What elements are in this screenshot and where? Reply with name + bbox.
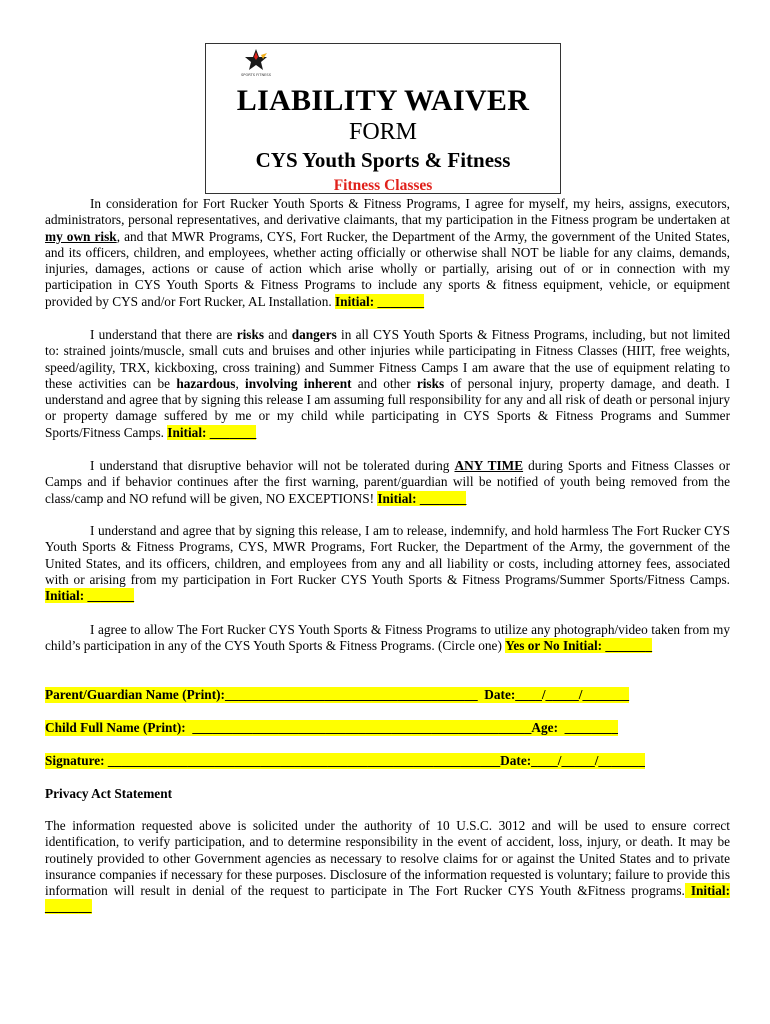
own-risk-emphasis: my own risk: [45, 228, 117, 244]
photo-consent-paragraph: [45, 622, 730, 655]
para1-text-a: In consideration for Fort Rucker Youth Sports & Fitness Programs, I agree for myself, my heirs, assigns, executors, administrators, personal representatives, and derivative claimants, that my participation in the Fitness program be undertaken at: [45, 196, 730, 228]
para2-text-b: in all CYS Youth Sports & Fitness Programs, including, but not limited to: strained joints/muscle, small cuts and bruises and other injuries while participating in Fitness Classes (HIIT, free weights, speed/agility, TRX, kickboxing, cross training) and Summer Fitness Camps I am aware that the use of equipment relating to these activities can be: [45, 327, 730, 391]
para3-text-a: I understand that disruptive behavior will not be tolerated during: [90, 458, 455, 473]
hazardous-emphasis: hazardous: [176, 375, 236, 391]
child-name-field[interactable]: Child Full Name (Print): ___________________________________________________Age: ________: [45, 720, 618, 735]
initial-field-3[interactable]: Initial: _______: [377, 490, 467, 506]
para2-text-e: of personal injury, property damage, and death. I understand and agree that by signing this release I am assuming full responsibility for any and all risk of death or personal injury or property damage suffered by me or my child while participating in CYS Sports & Fitness Programs and Summer Sports/Fitness Camps.: [45, 375, 730, 440]
para2-text-c: ,: [235, 375, 246, 391]
form-subtitle: FORM: [348, 119, 418, 145]
para4-text-a: I understand and agree that by signing this release, I am to release, indemnify, and hold harmless The Fort Rucker CYS Youth Sports & Fitness Programs, CYS, MWR Programs, Fort Rucker, the Department of the Army, the government of the United States, and its officers, children, and employees from any and all liability or costs, including attorney fees, associated with or arising from my participation in Fort Rucker CYS Youth Sports & Fitness Programs/Summer Sports/Fitness Camps.: [45, 523, 730, 587]
program-category: Fitness Classes: [333, 177, 433, 194]
privacy-text: The information requested above is solicited under the authority of 10 U.S.C. 3012 and will be used to ensure correct identification, to verify participation, and to determine responsibility in the event of accident, loss, injury, or death. It may be routinely provided to other Government agencies as necessary to resolve claims for or against the United States and to private insurance companies if necessary for these purposes. Disclosure of the information requested is voluntary; failure to provide this information will result in denial of the request to participate in The Fort Rucker CYS Youth &Fitness programs: [45, 818, 730, 899]
svg-text:SPORTS FITNESS: SPORTS FITNESS: [241, 73, 271, 77]
release-paragraph: [45, 523, 730, 604]
signature-field[interactable]: Signature: ___________________________________________________________Date:____/_____/_______: [45, 753, 645, 768]
behavior-paragraph: [45, 458, 730, 507]
para2-and: and: [264, 327, 292, 342]
form-title: LIABILITY WAIVER: [236, 84, 530, 117]
para5-text-a: I agree to allow The Fort Rucker CYS Youth Sports & Fitness Programs to utilize any photograph/video taken from my child’s participation in any of the CYS Youth Sports & Fitness Programs. (Circle one): [45, 622, 730, 654]
para1-text-b: , and that MWR Programs, CYS, Fort Rucker, the Department of the Army, the government of the United States, and its officers, children, and employees, whether acting officially or otherwise shall NOT be liable for any claims, demands, injuries, damages, actions or cause of action which arise wholly or partially, arising out of or in connection with my participation in CYS Youth Sports & Fitness Programs to include any sports & fitness equipment, vehicle, or equipment provided by CYS and/or Fort Rucker, AL Installation.: [45, 228, 730, 309]
privacy-initial-field[interactable]: Initial: _______: [45, 883, 730, 915]
any-time-emphasis: ANY TIME: [454, 458, 524, 473]
parent-name-field[interactable]: Parent/Guardian Name (Print):______________________________________ Date:____/_____/_______: [45, 687, 630, 702]
star-logo-icon: [236, 48, 276, 78]
consideration-paragraph: [45, 196, 730, 310]
initial-field-2[interactable]: Initial: _______: [167, 424, 257, 440]
para3-text-b: during Sports and Fitness Classes or Camps and if behavior continues after the first warning, parent/guardian will be notified of youth being removed from the class/camp and NO refund will be given, NO EXCEPTIONS!: [45, 458, 731, 506]
privacy-dot: .: [681, 883, 685, 899]
para2-text-d: and other: [351, 375, 417, 391]
dangers-emphasis: dangers: [291, 327, 337, 342]
inherent-emphasis: involving inherent: [245, 375, 352, 391]
privacy-act-heading: Privacy Act Statement: [45, 786, 173, 801]
privacy-act-paragraph: [45, 818, 730, 916]
photo-consent-initial-field[interactable]: Yes or No Initial: _______: [505, 638, 652, 654]
initial-field-4[interactable]: Initial: _______: [45, 588, 135, 604]
risks-paragraph: [45, 327, 730, 441]
risks-emphasis: risks: [236, 327, 265, 342]
para2-text-a: I understand that there are: [90, 327, 237, 342]
program-name: CYS Youth Sports & Fitness: [255, 148, 511, 172]
risks2-emphasis: risks: [416, 375, 445, 391]
initial-field-1[interactable]: Initial: _______: [335, 293, 425, 309]
